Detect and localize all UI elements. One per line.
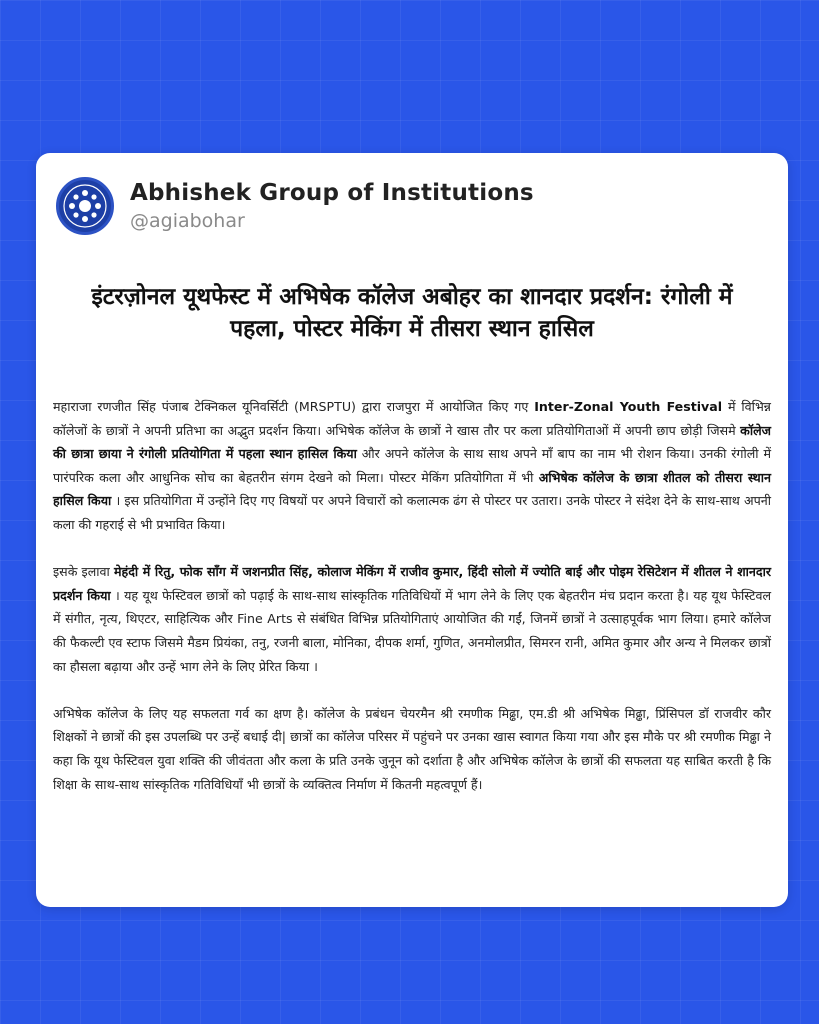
institution-logo-icon[interactable] [56,177,114,235]
account-name[interactable]: Abhishek Group of Institutions [130,180,534,206]
post-headline: इंटरज़ोनल यूथफेस्ट में अभिषेक कॉलेज अबोहर का शानदार प्रदर्शन: रंगोली में पहला, पोस्टर मेकिंग में तीसरा स्थान हासिल [91,284,733,342]
text-run-bold: कॉलेज की छात्रा छाया ने रंगोली प्रतियोगिता में पहला स्थान हासिल किया [53,422,771,462]
text-run: इसके इलावा [53,564,114,580]
account-info [130,178,534,234]
post-header [56,177,534,235]
text-run-bold: Inter-Zonal Youth Festival [534,399,723,414]
paragraph-1 [53,395,771,537]
text-run: महाराजा रणजीत सिंह पंजाब टेक्निकल यूनिवर्सिटी (MRSPTU) द्वारा राजपुरा में आयोजित किए गए [53,399,535,414]
text-run-bold: मेहंदी में रितु, फोक सॉंग में जशनप्रीत सिंह, कोलाज मेकिंग में राजीव कुमार, हिंदी सोलो में ज्योति बाई और पोइम रेसिटेशन में शीतल ने शानदार प्रदर्शन किया [53,564,771,603]
text-run: । यह यूथ फेस्टिवल छात्रों को पढ़ाई के साथ-साथ सांस्कृतिक गतिविधियों में भाग लेने के लिए एक बेहतरीन मंच प्रदान करता है। यह यूथ फेस्टिवल में संगीत, नृत्य, थिएटर, साहित्यिक और Fine Arts से संबंधित विभिन्न प्रतियोगिताएं आयोजित की गईं, जिनमें छात्रों ने उत्साहपूर्वक भाग लिया। हमारे कॉलेज की फैकल्टी एव स्टाफ जिसमे मैडम प्रियंका, तनु, रजनी बाला, मोनिका, दीपक शर्मा, गुणित, अनमोलप्रीत, सिमरन रानी, अमित कुमार और अन्य ने मिलकर छात्रों का हौसला बढ़ाया और उन्हें भाग लेने के लिए प्रेरित किया । [53,587,771,674]
paragraph-2 [53,560,771,678]
account-handle[interactable]: @agiabohar [130,210,245,232]
text-run-bold: अभिषेक कॉलेज के छात्रा शीतल को तीसरा स्थान हासिल किया [53,469,771,509]
paragraph-3: अभिषेक कॉलेज के लिए यह सफलता गर्व का क्षण है। कॉलेज के प्रबंधन चेयरमैन श्री रमणीक मिढ्ढा, एम.डी श्री अभिषेक मिढ्ढा, प्रिंसिपल डॉ राजवीर कौर शिक्षकों ने छात्रों की इस उपलब्धि पर उन्हें बधाई दी| छात्रों का कॉलेज परिसर में पहुंचने पर उनका खास स्वागत किया गया और इस मौके पर श्री रमणीक मिढ्ढा ने कहा कि यूथ फेस्टिवल युवा शक्ति की जीवंतता और कला के प्रति उनके जुनून को दर्शाता है और अभिषेक कॉलेज के छात्रों की सफलता यह साबित करती है कि शिक्षा के साथ-साथ सांस्कृतिक गतिविधियाँ भी छात्रों के व्यक्तित्व निर्माण में कितनी महत्वपूर्ण हैं। [53,705,771,792]
text-run: और अपने कॉलेज के साथ साथ अपने माँ बाप का नाम भी रोशन किया। उनकी रंगोली में पारंपरिक कला और आधुनिक सोच का बेहतरीन संगम देखने को मिला। पोस्टर मेकिंग प्रतियोगिता में भी [53,446,771,485]
post-body [53,395,771,820]
post-card [36,153,788,907]
text-run: में विभिन्न कॉलेजों के छात्रों ने अपनी प्रतिभा का अद्भुत प्रदर्शन किया। अभिषेक कॉलेज के छात्रों ने खास तौर पर कला प्रतियोगिताओं में अपनी छाप छोड़ी जिसमे [53,399,771,438]
text-run: । इस प्रतियोगिता में उन्होंने दिए गए विषयों पर अपने विचारों को कलात्मक ढंग से पोस्टर पर उतारा। उनके पोस्टर ने संदेश देने के साथ-साथ अपनी कला की गहराई से भी प्रभावित किया। [53,493,771,532]
